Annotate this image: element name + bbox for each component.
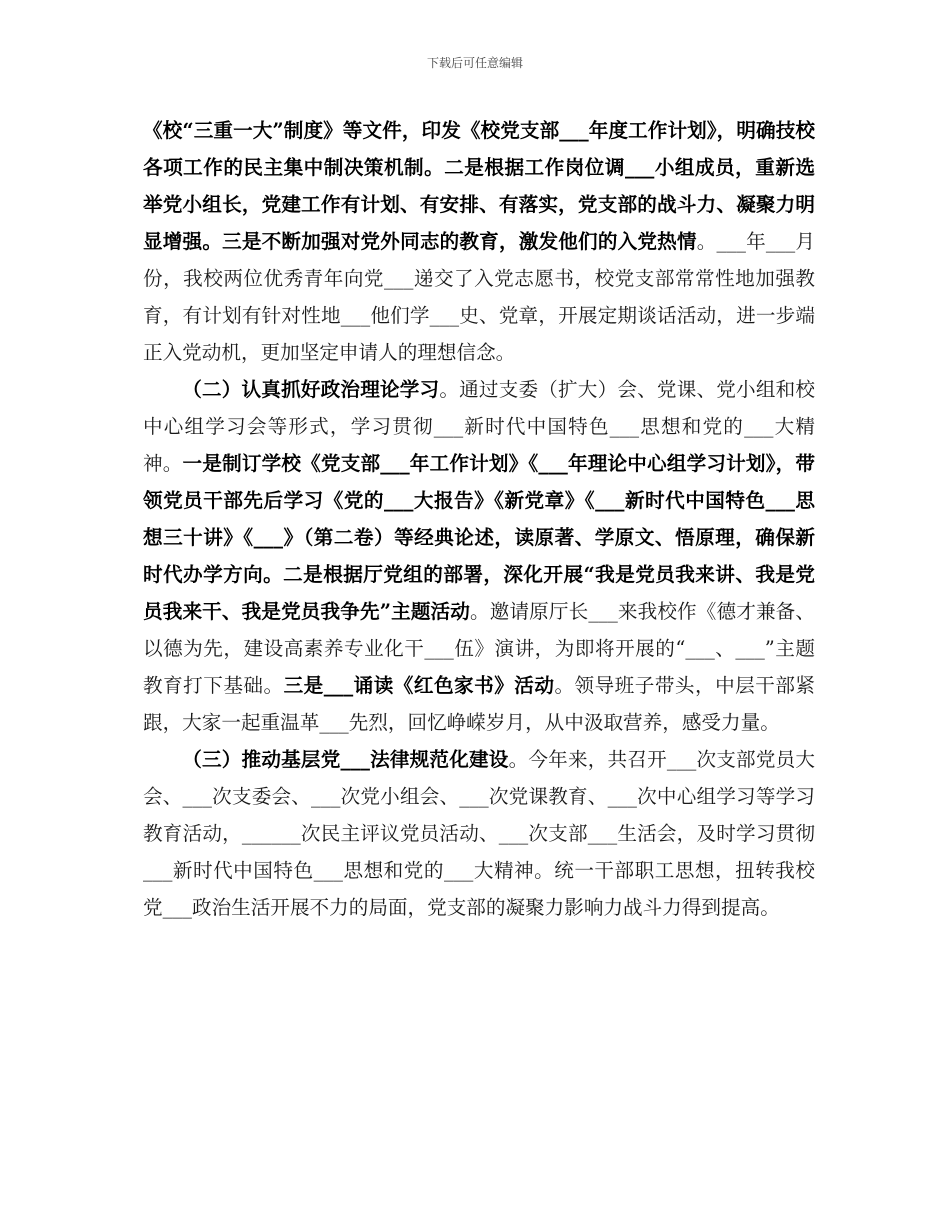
text-run: 。今年来，共召开___次支部党员大会、___次支委会、___次党小组会、___次党课教育、___次中心组学习等学习教育活动，______次民主评议党员活动、___次支部___生活会，及时学习贯彻___新时代中国特色___思想和党的___大精神。统一干部职工思想，扭转我校党___政治生活开展不力的局面，党支部的凝聚力影响力战斗力得到提高。	[143, 748, 816, 919]
text-run: 三是___诵读《红色家书》活动	[283, 674, 555, 697]
text-run: 。通过支委（扩大）会、党课、党小组和校中心组学习会等形式，学习贯彻___新时代中国特色___思想和党的___大精神。	[143, 378, 815, 475]
text-run: 。邀请原厅长___来我校作《德才兼备、以德为先，建设高素养专业化干___伍》演讲，为即将开展的“___、___”主题教育打下基础。	[143, 600, 815, 697]
text-run: 《校“三重一大”制度》等文件，印发《校党支部___年度工作计划》，明确技校各项工作的民主集中制决策机制。二是根据工作岗位调___小组成员，重新选举党小组长，党建工作有计划、有安排、有落实，党支部的战斗力、凝聚力明显增强。三是不断加强对党外同志的教育，激发他们的入党热情	[143, 119, 815, 253]
paragraph-3	[143, 741, 815, 926]
section-heading: （三）推动基层党___法律规范化建设	[182, 748, 509, 771]
text-run: 。___年___月份，我校两位优秀青年向党___递交了入党志愿书，校党支部常常性地加强教育，有计划有针对性地___他们学___史、党章，开展定期谈话活动，进一步端正入党动机，更加坚定申请人的理想信念。	[143, 230, 816, 364]
text-run: 。领导班子带头，中层干部紧跟，大家一起重温革___先烈，回忆峥嵘岁月，从中汲取营养，感受力量。	[143, 674, 816, 734]
text-run: 一是制订学校《党支部___年工作计划》《___年理论中心组学习计划》，带领党员干部先后学习《党的___大报告》《新党章》《___新时代中国特色___思想三十讲》《___》（第二卷）等经典论述，读原著、学原文、悟原理，确保新时代办学方向。二是根据厅党组的部署，深化开展“我是党员我来讲、我是党员我来干、我是党员我争先”主题活动	[143, 452, 815, 623]
section-heading: （二）认真抓好政治理论学习	[182, 378, 440, 401]
paragraph-1	[143, 112, 815, 371]
document-body	[143, 112, 815, 926]
page-header: 下载后可任意编辑	[426, 56, 523, 70]
paragraph-2	[143, 371, 815, 741]
